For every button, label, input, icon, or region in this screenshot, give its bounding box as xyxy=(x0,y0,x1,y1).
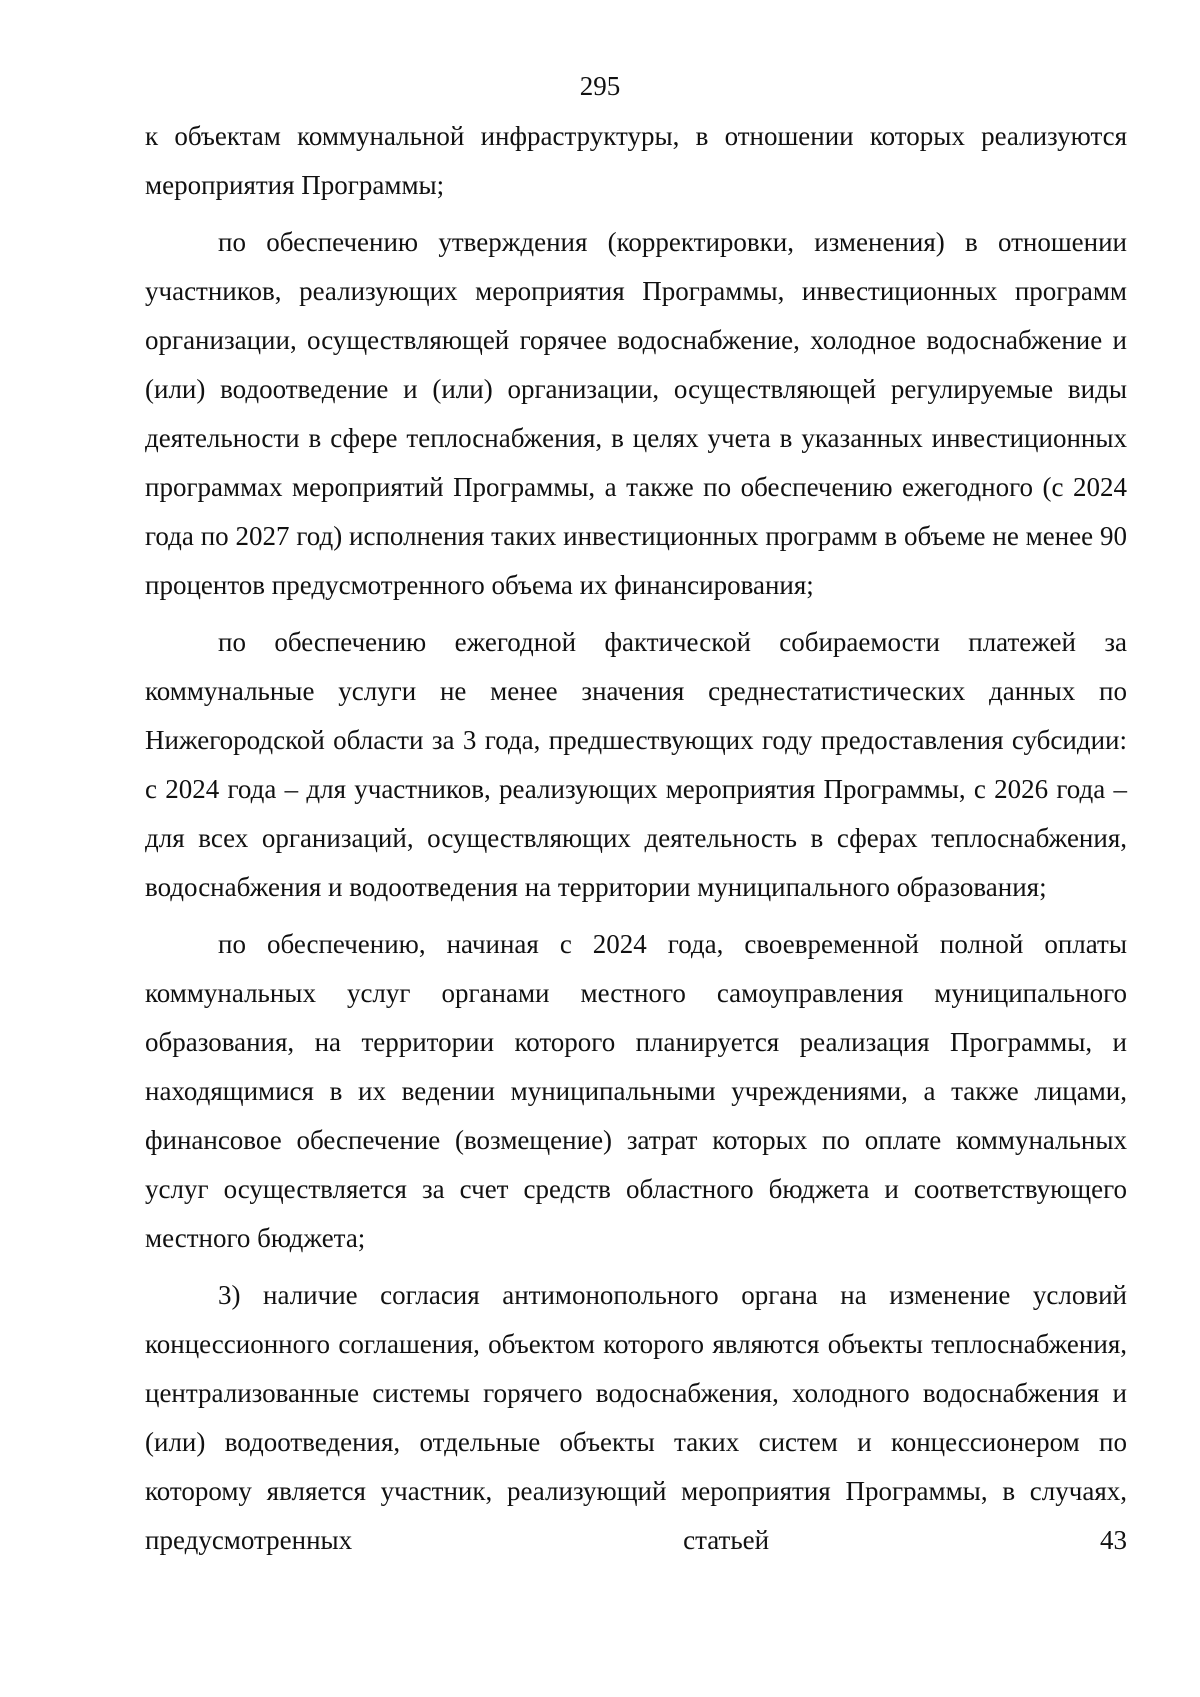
paragraph-continuation: к объектам коммунальной инфраструктуры, в отношении которых реализуются мероприятия Программы; xyxy=(145,121,1127,200)
paragraph-utility-payment: по обеспечению, начиная с 2024 года, своевременной полной оплаты коммунальных услуг органами местного самоуправления муниципального образования, на территории которого планируется реализация Программы, и находящимися в их ведении муниципальными учреждениями, а также лицами, финансовое обеспечение (возмещение) затрат которых по оплате коммунальных услуг осуществляется за счет средств областного бюджета и соответствующего местного бюджета; xyxy=(145,929,1127,1253)
paragraph-investment-programs: по обеспечению утверждения (корректировки, изменения) в отношении участников, реализующих мероприятия Программы, инвестиционных программ организации, осуществляющей горячее водоснабжение, холодное водоснабжение и (или) водоотведение и (или) организации, осуществляющей регулируемые виды деятельности в сфере теплоснабжения, в целях учета в указанных инвестиционных программах мероприятий Программы, а также по обеспечению ежегодного (с 2024 года по 2027 год) исполнения таких инвестиционных программ в объеме не менее 90 процентов предусмотренного объема их финансирования; xyxy=(145,227,1127,600)
paragraph-antimonopoly-consent: 3) наличие согласия антимонопольного органа на изменение условий концессионного соглашения, объектом которого являются объекты теплоснабжения, централизованные системы горячего водоснабжения, холодного водоснабжения и (или) водоотведения, отдельные объекты таких систем и концессионером по которому является участник, реализующий мероприятия Программы, в случаях, предусмотренных статьей 43 xyxy=(145,1280,1127,1555)
paragraph-payment-collection: по обеспечению ежегодной фактической собираемости платежей за коммунальные услуги не менее значения среднестатистических данных по Нижегородской области за 3 года, предшествующих году предоставления субсидии: с 2024 года – для участников, реализующих мероприятия Программы, с 2026 года – для всех организаций, осуществляющих деятельность в сферах теплоснабжения, водоснабжения и водоотведения на территории муниципального образования; xyxy=(145,627,1127,902)
page-number: 295 xyxy=(579,71,621,101)
document-body xyxy=(145,112,1127,1573)
